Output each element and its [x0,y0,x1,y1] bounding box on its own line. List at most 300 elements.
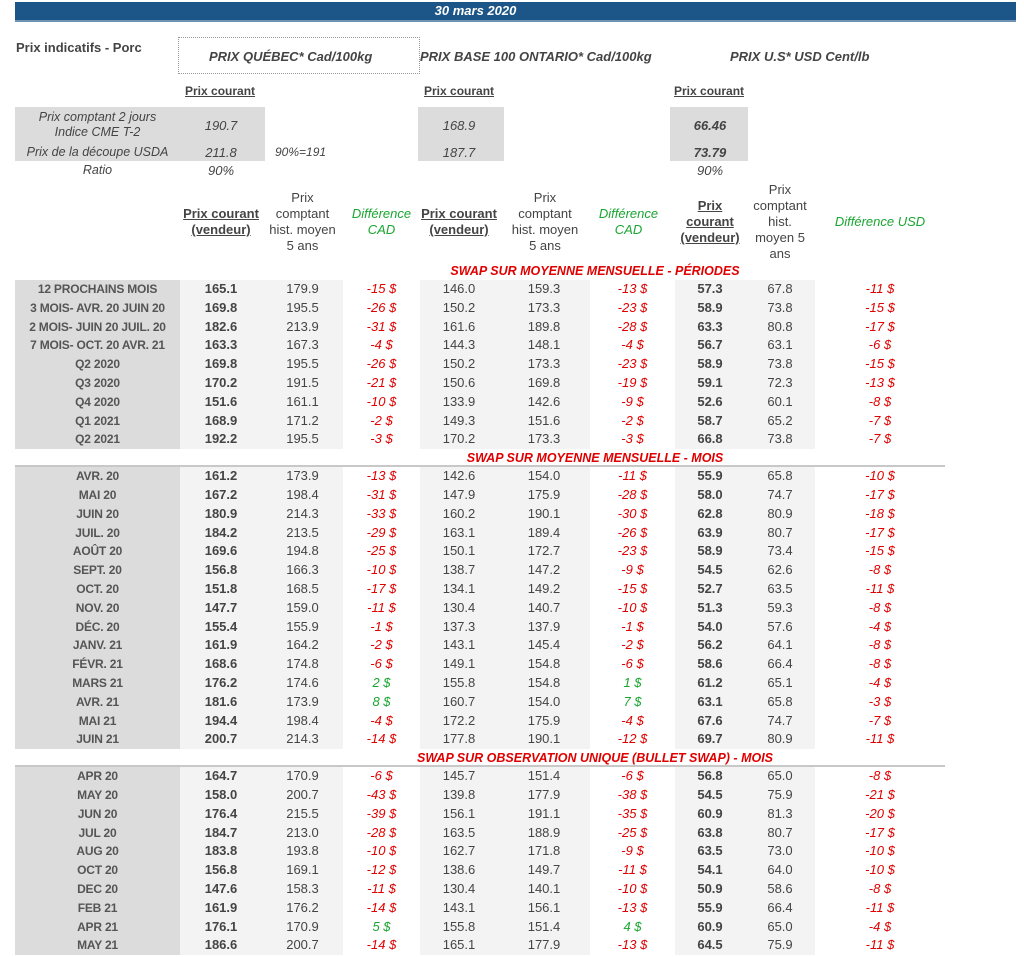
ontario-diff: -11 $ [618,468,647,484]
ontario-hist: 142.6 [498,393,590,412]
quebec-prix-courant: 176.2 [180,674,262,693]
us-hist: 66.4 [745,899,815,918]
ontario-diff: -35 $ [617,805,648,821]
us-hist: 72.3 [745,374,815,393]
us-prix-courant: 63.8 [675,824,745,843]
col-diff-ontario [590,206,667,238]
col-line: (vendeur) [680,230,740,245]
quebec-hist: 213.0 [262,824,343,843]
row-label: 7 MOIS- OCT. 20 AVR. 21 [15,336,180,355]
table-row [15,655,945,674]
ontario-hist: 140.7 [498,599,590,618]
quebec-hist: 167.3 [262,336,343,355]
us-hist: 80.7 [745,824,815,843]
us-prix-courant: 58.9 [675,542,745,561]
quebec-prix-courant: 182.6 [180,318,262,337]
us-hist: 62.6 [745,561,815,580]
us-diff: -8 $ [868,599,892,615]
us-prix-courant: 54.5 [675,786,745,805]
us-ratio: 90% [696,163,724,178]
table-row [15,524,945,543]
us-diff: -10 $ [865,468,895,484]
ontario-prix-courant: 155.8 [420,674,498,693]
us-diff: -4 $ [868,618,892,634]
quebec-hist: 179.9 [262,280,343,299]
ontario-hist: 190.1 [498,505,590,524]
us-prix-courant: 58.6 [675,655,745,674]
quebec-hist: 158.3 [262,880,343,899]
ontario-diff: -13 $ [617,899,648,915]
ontario-prix-courant: 139.8 [420,786,498,805]
quebec-hist: 200.7 [262,786,343,805]
us-prix-courant: 54.5 [675,561,745,580]
ontario-prix-courant: 149.1 [420,655,498,674]
ontario-hist: 145.4 [498,636,590,655]
us-cutout-value: 73.79 [693,145,727,160]
ontario-hist: 151.6 [498,412,590,431]
col-line: CAD [614,222,643,237]
us-hist: 64.1 [745,636,815,655]
ontario-hist: 148.1 [498,336,590,355]
quebec-diff: -10 $ [366,393,397,409]
us-diff: -15 $ [865,299,895,315]
table-row [15,505,945,524]
ontario-prix-courant: 137.3 [420,618,498,637]
ontario-diff: -23 $ [617,299,648,315]
market-us: PRIX U.S* USD Cent/lb [730,49,870,64]
us-hist: 75.9 [745,786,815,805]
ontario-diff: -3 $ [621,431,644,447]
quebec-prix-courant: 169.8 [180,355,262,374]
table-row [15,712,945,731]
quebec-hist: 194.8 [262,542,343,561]
us-prix-courant: 55.9 [675,899,745,918]
us-hist: 80.7 [745,524,815,543]
quebec-diff: -43 $ [366,786,397,802]
ontario-prix-courant: 163.5 [420,824,498,843]
col-line: 5 ans [529,238,561,253]
table-row [15,355,945,374]
ontario-hist: 169.8 [498,374,590,393]
ontario-diff: -26 $ [617,524,648,540]
ontario-prix-courant: 170.2 [420,430,498,449]
table-row [15,393,945,412]
ontario-prix-courant: 177.8 [420,730,498,749]
row-label: 3 MOIS- AVR. 20 JUIN 20 [15,299,180,318]
ontario-prix-courant: 144.3 [420,336,498,355]
ontario-hist: 177.9 [498,786,590,805]
ontario-prix-courant: 130.4 [420,880,498,899]
us-hist: 65.8 [745,693,815,712]
ontario-prix-courant: 138.6 [420,861,498,880]
quebec-prix-courant: 184.2 [180,524,262,543]
ontario-diff: -28 $ [617,318,648,334]
quebec-prix-courant: 169.6 [180,542,262,561]
ontario-hist: 154.0 [498,693,590,712]
table-row [15,918,945,937]
ontario-diff: -6 $ [621,768,644,784]
quebec-diff: -6 $ [370,768,393,784]
col-line: hist. moyen [269,222,336,237]
prix-courant-quebec: Prix courant [185,84,256,98]
quebec-prix-courant: 161.9 [180,899,262,918]
ontario-diff: -1 $ [621,618,644,634]
prix-courant-ontario: Prix courant [424,84,495,98]
ontario-hist: 147.2 [498,561,590,580]
quebec-diff: -1 $ [370,618,393,634]
us-prix-courant: 60.9 [675,805,745,824]
quebec-cash-value: 190.7 [204,118,238,133]
ontario-prix-courant: 150.6 [420,374,498,393]
table-row [15,467,945,486]
col-line: hist. [768,214,792,229]
us-prix-courant: 54.0 [675,618,745,637]
col-line: comptant [275,206,330,221]
cash-label-line2: Indice CME T-2 [54,125,141,139]
row-label: AUG 20 [15,842,180,861]
quebec-diff: -14 $ [366,899,397,915]
ontario-diff: -9 $ [621,562,644,578]
col-line: Prix [768,182,792,197]
row-label: Q3 2020 [15,374,180,393]
ontario-prix-courant: 162.7 [420,842,498,861]
us-prix-courant: 52.6 [675,393,745,412]
col-line: CAD [367,222,396,237]
quebec-ratio: 90% [207,163,235,178]
quebec-hist: 170.9 [262,767,343,786]
quebec-hist: 214.3 [262,505,343,524]
table-row [15,412,945,431]
us-diff: -17 $ [865,486,895,502]
us-prix-courant: 66.8 [675,430,745,449]
ontario-diff: -23 $ [617,543,648,559]
us-hist: 80.9 [745,505,815,524]
row-label: NOV. 20 [15,599,180,618]
us-hist: 66.4 [745,655,815,674]
row-label: 2 MOIS- JUIN 20 JUIL. 20 [15,318,180,337]
ontario-cutout-value: 187.7 [442,145,476,160]
table-row [15,542,945,561]
us-prix-courant: 50.9 [675,880,745,899]
us-prix-courant: 56.7 [675,336,745,355]
table-row [15,299,945,318]
us-prix-courant: 58.7 [675,412,745,431]
quebec-diff: -10 $ [366,562,397,578]
market-ontario: PRIX BASE 100 ONTARIO* Cad/100kg [420,49,652,64]
us-diff: -7 $ [868,412,892,428]
row-label: MAI 20 [15,486,180,505]
row-label: OCT. 20 [15,580,180,599]
row-label: MAY 21 [15,936,180,955]
quebec-diff: 8 $ [372,693,391,709]
ontario-hist: 154.0 [498,467,590,486]
quebec-hist: 200.7 [262,936,343,955]
ontario-hist: 171.8 [498,842,590,861]
quebec-diff: -26 $ [366,356,397,372]
quebec-hist: 195.5 [262,355,343,374]
quebec-hist: 173.9 [262,467,343,486]
table-row [15,580,945,599]
col-prix-courant-ontario [416,206,502,238]
page-title: Prix indicatifs - Porc [16,40,142,55]
us-hist: 57.6 [745,618,815,637]
ontario-prix-courant: 134.1 [420,580,498,599]
ontario-diff: -12 $ [617,731,648,747]
row-label: JANV. 21 [15,636,180,655]
us-diff: -7 $ [868,431,892,447]
row-label: DEC 20 [15,880,180,899]
us-diff: -8 $ [868,656,892,672]
row-label: MAY 20 [15,786,180,805]
us-prix-courant: 58.9 [675,355,745,374]
us-prix-courant: 69.7 [675,730,745,749]
us-hist: 63.5 [745,580,815,599]
quebec-diff: -39 $ [366,805,397,821]
ontario-prix-courant: 163.1 [420,524,498,543]
ontario-prix-courant: 150.2 [420,355,498,374]
us-prix-courant: 58.9 [675,299,745,318]
table-row [15,486,945,505]
us-cash-value: 66.46 [693,118,727,133]
us-diff: -7 $ [868,712,892,728]
ontario-diff: 1 $ [623,674,642,690]
us-prix-courant: 63.9 [675,524,745,543]
us-hist: 64.0 [745,861,815,880]
ontario-prix-courant: 161.6 [420,318,498,337]
row-label: JUN 20 [15,805,180,824]
us-diff: -3 $ [868,693,892,709]
us-diff: -11 $ [865,937,895,953]
ontario-hist: 188.9 [498,824,590,843]
quebec-prix-courant: 163.3 [180,336,262,355]
quebec-hist: 173.9 [262,693,343,712]
quebec-prix-courant: 168.9 [180,412,262,431]
quebec-diff: -28 $ [366,824,397,840]
us-hist: 80.8 [745,318,815,337]
section-title: SWAP SUR OBSERVATION UNIQUE (BULLET SWAP) - MOIS [15,749,945,767]
quebec-prix-courant: 194.4 [180,712,262,731]
quebec-hist: 166.3 [262,561,343,580]
swap-table [15,262,945,955]
ontario-hist: 175.9 [498,486,590,505]
col-diff-quebec [343,206,420,238]
us-hist: 65.8 [745,467,815,486]
col-line: (vendeur) [429,222,489,237]
col-hist-ontario [500,190,590,254]
us-hist: 58.6 [745,880,815,899]
us-diff: -20 $ [865,805,895,821]
us-diff: -8 $ [868,768,892,784]
ontario-diff: -9 $ [621,843,644,859]
quebec-diff: -4 $ [370,712,393,728]
col-line: hist. moyen [511,222,579,237]
ontario-diff: -38 $ [617,786,648,802]
quebec-diff: -31 $ [366,486,397,502]
ontario-diff: -10 $ [617,599,648,615]
ontario-hist: 154.8 [498,674,590,693]
quebec-prix-courant: 167.2 [180,486,262,505]
quebec-prix-courant: 176.4 [180,805,262,824]
us-diff: -8 $ [868,637,892,653]
row-label: SEPT. 20 [15,561,180,580]
quebec-prix-courant: 156.8 [180,861,262,880]
us-prix-courant: 52.7 [675,580,745,599]
us-diff: -11 $ [865,899,895,915]
col-line: Différence [351,206,412,221]
ontario-diff: -13 $ [617,937,648,953]
us-hist: 67.8 [745,280,815,299]
ontario-hist: 189.8 [498,318,590,337]
quebec-diff: -4 $ [370,337,393,353]
quebec-hist: 171.2 [262,412,343,431]
quebec-diff: 5 $ [372,918,391,934]
ontario-prix-courant: 150.2 [420,299,498,318]
us-hist: 73.8 [745,299,815,318]
ratio-label: Ratio [82,163,113,177]
table-row [15,936,945,955]
col-line: Différence [598,206,659,221]
us-prix-courant: 63.5 [675,842,745,861]
us-diff: -17 $ [865,824,895,840]
ontario-hist: 175.9 [498,712,590,731]
ontario-prix-courant: 145.7 [420,767,498,786]
quebec-diff: 2 $ [372,674,391,690]
us-prix-courant: 62.8 [675,505,745,524]
row-label: Q4 2020 [15,393,180,412]
quebec-hist: 155.9 [262,618,343,637]
col-line: Prix courant [183,206,259,221]
quebec-cutout-value: 211.8 [205,145,237,160]
us-diff: -11 $ [865,580,895,596]
us-diff: -4 $ [868,918,892,934]
quebec-prix-courant: 170.2 [180,374,262,393]
table-row [15,636,945,655]
quebec-hist: 191.5 [262,374,343,393]
us-prix-courant: 55.9 [675,467,745,486]
quebec-diff: -17 $ [366,580,397,596]
quebec-prix-courant: 180.9 [180,505,262,524]
quebec-diff: -2 $ [370,412,393,428]
quebec-hist: 213.9 [262,318,343,337]
us-hist: 74.7 [745,712,815,731]
us-diff: -11 $ [865,281,895,296]
ontario-hist: 173.3 [498,299,590,318]
quebec-prix-courant: 161.2 [180,467,262,486]
us-prix-courant: 58.0 [675,486,745,505]
us-prix-courant: 56.2 [675,636,745,655]
ontario-hist: 172.7 [498,542,590,561]
row-label: Q2 2020 [15,355,180,374]
quebec-hist: 215.5 [262,805,343,824]
row-label: APR 20 [15,767,180,786]
us-diff: -10 $ [865,862,895,878]
ontario-diff: -10 $ [617,880,648,896]
quebec-diff: -3 $ [370,431,393,447]
row-label: Q1 2021 [15,412,180,431]
ontario-prix-courant: 147.9 [420,486,498,505]
table-row [15,842,945,861]
table-row [15,280,945,299]
quebec-diff: -10 $ [366,843,397,859]
date-header-bar [15,2,1016,22]
us-prix-courant: 63.1 [675,693,745,712]
quebec-hist: 168.5 [262,580,343,599]
quebec-hist: 176.2 [262,899,343,918]
ontario-hist: 149.2 [498,580,590,599]
quebec-hist: 214.3 [262,730,343,749]
us-diff: -18 $ [865,505,895,521]
row-label: JUIN 21 [15,730,180,749]
quebec-prix-courant: 192.2 [180,430,262,449]
ontario-diff: -15 $ [617,580,648,596]
col-line: Prix [533,190,557,205]
ontario-hist: 173.3 [498,355,590,374]
row-label: MARS 21 [15,674,180,693]
ontario-hist: 159.3 [498,280,590,299]
us-hist: 65.0 [745,767,815,786]
us-hist: 75.9 [745,936,815,955]
ontario-prix-courant: 160.2 [420,505,498,524]
row-label: OCT 20 [15,861,180,880]
ontario-diff: -2 $ [621,637,644,653]
col-prix-courant-quebec [178,206,264,238]
us-hist: 81.3 [745,805,815,824]
quebec-prix-courant: 165.1 [180,280,262,299]
quebec-hist: 174.8 [262,655,343,674]
table-row [15,599,945,618]
ontario-prix-courant: 150.1 [420,542,498,561]
row-label: AOÛT 20 [15,542,180,561]
ontario-hist: 190.1 [498,730,590,749]
quebec-diff: -33 $ [366,505,397,521]
ontario-hist: 154.8 [498,655,590,674]
ontario-prix-courant: 143.1 [420,636,498,655]
quebec-diff: -25 $ [366,543,397,559]
quebec-diff: -14 $ [366,937,397,953]
quebec-hist: 159.0 [262,599,343,618]
ontario-diff: -6 $ [621,656,644,672]
quebec-hist: 195.5 [262,299,343,318]
col-line: moyen 5 [755,230,805,245]
table-row [15,767,945,786]
us-hist: 60.1 [745,393,815,412]
quebec-diff: -14 $ [366,731,397,747]
ontario-prix-courant: 172.2 [420,712,498,731]
us-diff: -15 $ [865,543,895,559]
us-diff: -6 $ [868,337,892,353]
table-row [15,805,945,824]
col-diff-us: Différence USD [834,214,926,229]
quebec-hist: 198.4 [262,486,343,505]
ontario-prix-courant: 133.9 [420,393,498,412]
row-label: JUIN 20 [15,505,180,524]
us-diff: -17 $ [865,524,895,540]
ontario-hist: 173.3 [498,430,590,449]
section-title: SWAP SUR MOYENNE MENSUELLE - MOIS [15,449,945,467]
quebec-prix-courant: 161.9 [180,636,262,655]
table-row [15,861,945,880]
col-line: 5 ans [286,238,319,253]
quebec-prix-courant: 158.0 [180,786,262,805]
col-line: Prix courant [421,206,497,221]
quebec-hist: 193.8 [262,842,343,861]
us-prix-courant: 63.3 [675,318,745,337]
ontario-diff: -4 $ [621,337,644,353]
quebec-prix-courant: 184.7 [180,824,262,843]
quebec-prix-courant: 147.6 [180,880,262,899]
us-prix-courant: 64.5 [675,936,745,955]
ontario-cash-value: 168.9 [442,118,476,133]
